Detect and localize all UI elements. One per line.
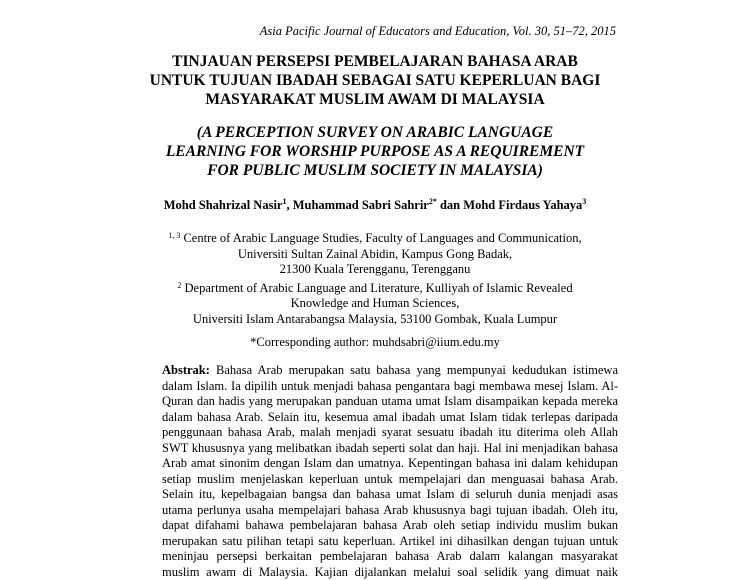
title-malay-line: TINJAUAN PERSEPSI PEMBELAJARAN BAHASA ARAB bbox=[120, 52, 630, 71]
journal-header: Asia Pacific Journal of Educators and Education, Vol. 30, 51–72, 2015 bbox=[260, 24, 616, 39]
title-english-line: LEARNING FOR WORSHIP PURPOSE AS A REQUIREMENT bbox=[110, 142, 640, 161]
abstract-label: Abstrak: bbox=[162, 363, 210, 377]
abstract-line: dapat difahami bahawa pembelajaran bahasa Arab oleh setiap individu muslim bukan bbox=[162, 518, 618, 534]
author-name: Mohd Shahrizal Nasir bbox=[164, 198, 283, 212]
author-separator: dan bbox=[437, 198, 463, 212]
abstract-line: dalam bahasa Arab. Selain itu, kesemua amal ibadah umat Islam tidak terlepas daripada bbox=[162, 410, 618, 426]
abstract-line: merupakan satu pilihan tetapi satu keperluan. Artikel ini dihasilkan dengan tujuan untuk bbox=[162, 534, 618, 550]
affiliation-line: Universiti Islam Antarabangsa Malaysia, 53100 Gombak, Kuala Lumpur bbox=[120, 312, 630, 328]
title-malay-line: MASYARAKAT MUSLIM AWAM DI MALAYSIA bbox=[120, 90, 630, 109]
author-name: Mohd Firdaus Yahaya bbox=[463, 198, 582, 212]
abstract-line: SWT khususnya yang melibatkan ibadah seperti solat dan haji. Hal ini menjadikan bahasa bbox=[162, 441, 618, 457]
title-english-line: FOR PUBLIC MUSLIM SOCIETY IN MALAYSIA) bbox=[110, 161, 640, 180]
affiliations bbox=[120, 228, 630, 327]
abstract-line: Arab amat sinonim dengan Islam dan umatnya. Kepentingan bahasa ini dalam kehidupan bbox=[162, 456, 618, 472]
author-list bbox=[110, 197, 640, 213]
author-affiliation-mark: 2* bbox=[429, 197, 437, 206]
affiliation-line: Knowledge and Human Sciences, bbox=[120, 296, 630, 312]
abstract-line: Selain itu, kepelbagaian bangsa dan bahasa umat Islam di seluruh dunia menjadi asas bbox=[162, 487, 618, 503]
author-name: Muhammad Sabri Sahrir bbox=[293, 198, 429, 212]
title-english bbox=[110, 123, 640, 180]
abstract-line: utama perlunya usaha mempelajari bahasa Arab khususnya bagi tujuan ibadah. Oleh itu, bbox=[162, 503, 618, 519]
affiliation-line: Universiti Sultan Zainal Abidin, Kampus Gong Badak, bbox=[120, 247, 630, 263]
affiliation-line: 21300 Kuala Terengganu, Terengganu bbox=[120, 262, 630, 278]
title-english-line: (A PERCEPTION SURVEY ON ARABIC LANGUAGE bbox=[110, 123, 640, 142]
abstract-line: meninjau persepsi berkaitan pembelajaran bahasa Arab dalam kalangan masyarakat bbox=[162, 549, 618, 565]
affiliation-line: $^2$ Department of Arabic Language and Literature, Kulliyah of Islamic Revealed bbox=[120, 278, 630, 297]
affiliation-mark: 2 bbox=[177, 281, 181, 290]
author-separator: , bbox=[286, 198, 292, 212]
author-affiliation-mark: 1 bbox=[282, 197, 286, 206]
abstract-line: Quran dan hadis yang merupakan panduan utama umat Islam disampaikan kepada mereka bbox=[162, 394, 618, 410]
abstract-line: dalam Islam. Ia dipilih untuk menjadi bahasa pengantara bagi membawa mesej Islam. Al- bbox=[162, 379, 618, 395]
author-affiliation-mark: 3 bbox=[582, 197, 586, 206]
abstract-line: muslim awam di Malaysia. Kajian dijalankan melalui soal selidik yang dimuat naik bbox=[162, 565, 618, 580]
corresponding-author: *Corresponding author: muhdsabri@iium.edu.my bbox=[120, 335, 630, 350]
affiliation-mark: 1, 3 bbox=[168, 231, 180, 240]
title-malay bbox=[120, 52, 630, 109]
abstract-line: penggunaan bahasa Arab, malah menjadi syarat sesuatu ibadah itu diterima oleh Allah bbox=[162, 425, 618, 441]
title-malay-line: UNTUK TUJUAN IBADAH SEBAGAI SATU KEPERLUAN BAGI bbox=[120, 71, 630, 90]
abstract-line: setiap muslim menjelaskan keperluan untuk mempelajari dan menguasai bahasa Arab. bbox=[162, 472, 618, 488]
abstract-line: Abstrak: Bahasa Arab merupakan satu bahasa yang mempunyai kedudukan istimewa bbox=[162, 363, 618, 379]
abstract bbox=[162, 363, 618, 580]
affiliation-line: $^{1, 3}$ Centre of Arabic Language Studies, Faculty of Languages and Communication, bbox=[120, 228, 630, 247]
